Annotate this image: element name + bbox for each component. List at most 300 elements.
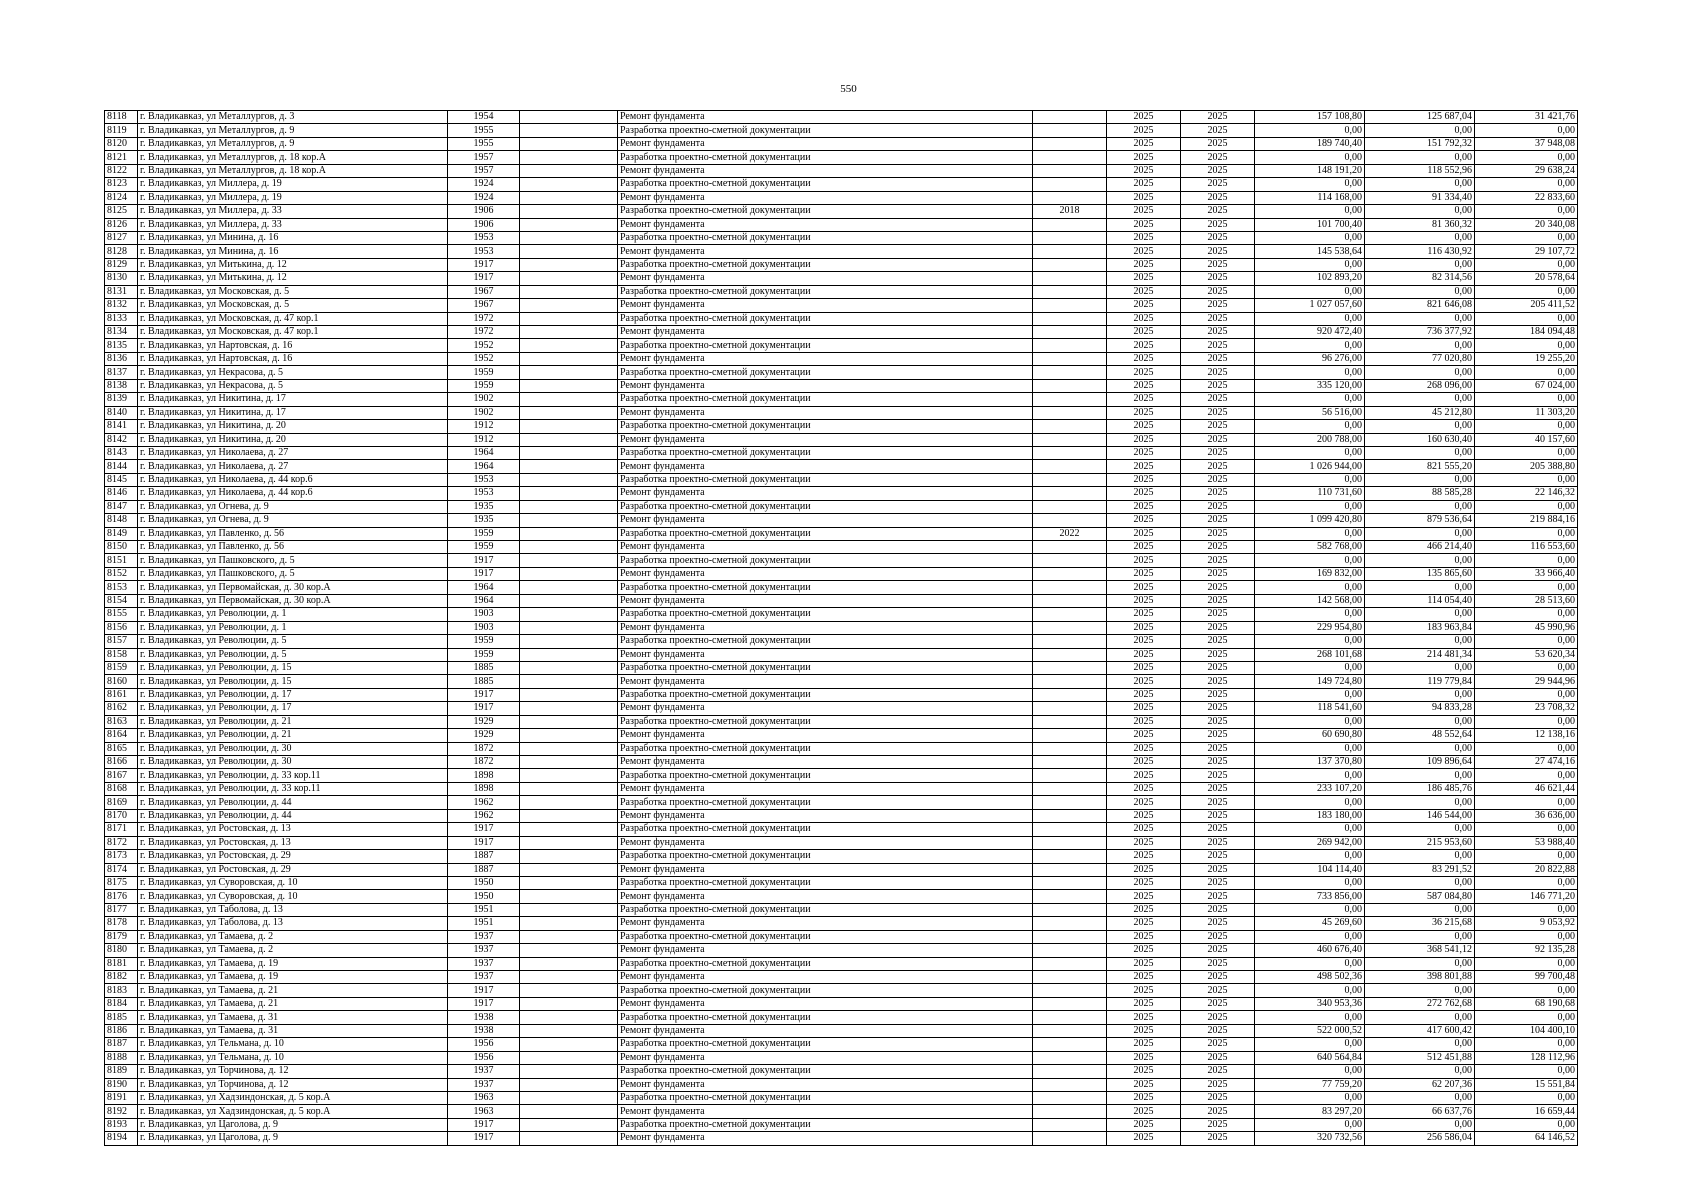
- plan-end-year-cell: 2025: [1181, 594, 1255, 607]
- build-year-cell: 1898: [448, 782, 520, 795]
- address-cell: г. Владикавказ, ул Революции, д. 21: [138, 729, 448, 742]
- address-cell: г. Владикавказ, ул Тамаева, д. 2: [138, 944, 448, 957]
- total-cost-cell: 335 120,00: [1255, 379, 1365, 392]
- build-year-cell: 1924: [448, 178, 520, 191]
- address-cell: г. Владикавказ, ул Тамаева, д. 19: [138, 957, 448, 970]
- work-type-cell: Разработка проектно-сметной документации: [618, 339, 1033, 352]
- plan-end-year-cell: 2025: [1181, 339, 1255, 352]
- row-number-cell: 8170: [105, 809, 138, 822]
- table-row: [105, 379, 1578, 392]
- previous-repair-year-cell: [1033, 1051, 1107, 1064]
- fund-amount-cell: 151 792,32: [1365, 137, 1475, 150]
- total-cost-cell: 183 180,00: [1255, 809, 1365, 822]
- plan-end-year-cell: 2025: [1181, 567, 1255, 580]
- address-cell: г. Владикавказ, ул Революции, д. 17: [138, 702, 448, 715]
- work-type-cell: Разработка проектно-сметной документации: [618, 554, 1033, 567]
- previous-repair-year-cell: [1033, 903, 1107, 916]
- row-number-cell: 8138: [105, 379, 138, 392]
- plan-start-year-cell: 2025: [1107, 930, 1181, 943]
- owner-amount-cell: 40 157,60: [1475, 433, 1578, 446]
- work-type-cell: Разработка проектно-сметной документации: [618, 1065, 1033, 1078]
- plan-start-year-cell: 2025: [1107, 782, 1181, 795]
- owner-amount-cell: 92 135,28: [1475, 944, 1578, 957]
- work-type-cell: Ремонт фундамента: [618, 756, 1033, 769]
- address-cell: г. Владикавказ, ул Ростовская, д. 29: [138, 850, 448, 863]
- row-number-cell: 8127: [105, 231, 138, 244]
- work-type-cell: Разработка проектно-сметной документации: [618, 1011, 1033, 1024]
- previous-repair-year-cell: [1033, 1038, 1107, 1051]
- table-row: [105, 635, 1578, 648]
- plan-end-year-cell: 2025: [1181, 863, 1255, 876]
- plan-start-year-cell: 2025: [1107, 326, 1181, 339]
- fund-amount-cell: 0,00: [1365, 715, 1475, 728]
- work-type-cell: Разработка проектно-сметной документации: [618, 876, 1033, 889]
- row-number-cell: 8187: [105, 1038, 138, 1051]
- empty-cell: [520, 124, 618, 137]
- empty-cell: [520, 218, 618, 231]
- row-number-cell: 8190: [105, 1078, 138, 1091]
- row-number-cell: 8142: [105, 433, 138, 446]
- empty-cell: [520, 1105, 618, 1118]
- empty-cell: [520, 487, 618, 500]
- empty-cell: [520, 621, 618, 634]
- total-cost-cell: 157 108,80: [1255, 111, 1365, 124]
- work-type-cell: Ремонт фундамента: [618, 272, 1033, 285]
- owner-amount-cell: 0,00: [1475, 151, 1578, 164]
- fund-amount-cell: 0,00: [1365, 554, 1475, 567]
- work-type-cell: Разработка проектно-сметной документации: [618, 769, 1033, 782]
- fund-amount-cell: 186 485,76: [1365, 782, 1475, 795]
- plan-end-year-cell: 2025: [1181, 379, 1255, 392]
- address-cell: г. Владикавказ, ул Николаева, д. 44 кор.6: [138, 487, 448, 500]
- fund-amount-cell: 736 377,92: [1365, 326, 1475, 339]
- table-row: [105, 500, 1578, 513]
- plan-end-year-cell: 2025: [1181, 876, 1255, 889]
- table-row: [105, 231, 1578, 244]
- plan-start-year-cell: 2025: [1107, 742, 1181, 755]
- row-number-cell: 8160: [105, 675, 138, 688]
- owner-amount-cell: 219 884,16: [1475, 514, 1578, 527]
- fund-amount-cell: 0,00: [1365, 1091, 1475, 1104]
- build-year-cell: 1902: [448, 393, 520, 406]
- plan-start-year-cell: 2025: [1107, 1065, 1181, 1078]
- previous-repair-year-cell: [1033, 715, 1107, 728]
- previous-repair-year-cell: [1033, 688, 1107, 701]
- total-cost-cell: 1 099 420,80: [1255, 514, 1365, 527]
- previous-repair-year-cell: [1033, 326, 1107, 339]
- fund-amount-cell: 587 084,80: [1365, 890, 1475, 903]
- work-type-cell: Ремонт фундамента: [618, 487, 1033, 500]
- plan-end-year-cell: 2025: [1181, 191, 1255, 204]
- plan-end-year-cell: 2025: [1181, 352, 1255, 365]
- address-cell: г. Владикавказ, ул Цаголова, д. 9: [138, 1132, 448, 1145]
- total-cost-cell: 0,00: [1255, 876, 1365, 889]
- plan-end-year-cell: 2025: [1181, 809, 1255, 822]
- plan-start-year-cell: 2025: [1107, 352, 1181, 365]
- owner-amount-cell: 11 303,20: [1475, 406, 1578, 419]
- address-cell: г. Владикавказ, ул Революции, д. 44: [138, 809, 448, 822]
- empty-cell: [520, 258, 618, 271]
- owner-amount-cell: 0,00: [1475, 285, 1578, 298]
- plan-start-year-cell: 2025: [1107, 554, 1181, 567]
- plan-start-year-cell: 2025: [1107, 769, 1181, 782]
- empty-cell: [520, 594, 618, 607]
- previous-repair-year-cell: [1033, 339, 1107, 352]
- work-type-cell: Ремонт фундамента: [618, 648, 1033, 661]
- plan-end-year-cell: 2025: [1181, 460, 1255, 473]
- plan-start-year-cell: 2025: [1107, 1118, 1181, 1131]
- plan-end-year-cell: 2025: [1181, 1051, 1255, 1064]
- fund-amount-cell: 0,00: [1365, 258, 1475, 271]
- table-row: [105, 702, 1578, 715]
- previous-repair-year-cell: [1033, 111, 1107, 124]
- row-number-cell: 8172: [105, 836, 138, 849]
- fund-amount-cell: 36 215,68: [1365, 917, 1475, 930]
- previous-repair-year-cell: [1033, 742, 1107, 755]
- plan-start-year-cell: 2025: [1107, 648, 1181, 661]
- owner-amount-cell: 29 107,72: [1475, 245, 1578, 258]
- table-row: [105, 420, 1578, 433]
- plan-start-year-cell: 2025: [1107, 191, 1181, 204]
- total-cost-cell: 0,00: [1255, 742, 1365, 755]
- table-row: [105, 1024, 1578, 1037]
- total-cost-cell: 0,00: [1255, 796, 1365, 809]
- table-row: [105, 581, 1578, 594]
- previous-repair-year-cell: [1033, 500, 1107, 513]
- plan-end-year-cell: 2025: [1181, 796, 1255, 809]
- work-type-cell: Ремонт фундамента: [618, 1051, 1033, 1064]
- row-number-cell: 8185: [105, 1011, 138, 1024]
- plan-start-year-cell: 2025: [1107, 971, 1181, 984]
- row-number-cell: 8152: [105, 567, 138, 580]
- table-row: [105, 285, 1578, 298]
- fund-amount-cell: 125 687,04: [1365, 111, 1475, 124]
- owner-amount-cell: 116 553,60: [1475, 541, 1578, 554]
- previous-repair-year-cell: [1033, 514, 1107, 527]
- previous-repair-year-cell: [1033, 823, 1107, 836]
- owner-amount-cell: 0,00: [1475, 420, 1578, 433]
- owner-amount-cell: 0,00: [1475, 661, 1578, 674]
- plan-end-year-cell: 2025: [1181, 903, 1255, 916]
- owner-amount-cell: 0,00: [1475, 1065, 1578, 1078]
- fund-amount-cell: 0,00: [1365, 527, 1475, 540]
- previous-repair-year-cell: [1033, 675, 1107, 688]
- address-cell: г. Владикавказ, ул Металлургов, д. 18 кор.А: [138, 164, 448, 177]
- owner-amount-cell: 0,00: [1475, 688, 1578, 701]
- empty-cell: [520, 997, 618, 1010]
- table-row: [105, 218, 1578, 231]
- owner-amount-cell: 0,00: [1475, 715, 1578, 728]
- previous-repair-year-cell: [1033, 621, 1107, 634]
- table-row: [105, 191, 1578, 204]
- empty-cell: [520, 111, 618, 124]
- plan-end-year-cell: 2025: [1181, 957, 1255, 970]
- plan-end-year-cell: 2025: [1181, 541, 1255, 554]
- address-cell: г. Владикавказ, ул Московская, д. 5: [138, 285, 448, 298]
- previous-repair-year-cell: [1033, 178, 1107, 191]
- table-row: [105, 756, 1578, 769]
- table-row: [105, 608, 1578, 621]
- work-type-cell: Ремонт фундамента: [618, 944, 1033, 957]
- fund-amount-cell: 48 552,64: [1365, 729, 1475, 742]
- plan-end-year-cell: 2025: [1181, 621, 1255, 634]
- table-row: [105, 393, 1578, 406]
- empty-cell: [520, 352, 618, 365]
- previous-repair-year-cell: [1033, 756, 1107, 769]
- build-year-cell: 1957: [448, 164, 520, 177]
- previous-repair-year-cell: [1033, 366, 1107, 379]
- build-year-cell: 1967: [448, 285, 520, 298]
- table-row: [105, 688, 1578, 701]
- owner-amount-cell: 0,00: [1475, 124, 1578, 137]
- owner-amount-cell: 0,00: [1475, 608, 1578, 621]
- table-row: [105, 742, 1578, 755]
- total-cost-cell: 0,00: [1255, 1091, 1365, 1104]
- plan-end-year-cell: 2025: [1181, 635, 1255, 648]
- owner-amount-cell: 12 138,16: [1475, 729, 1578, 742]
- plan-start-year-cell: 2025: [1107, 675, 1181, 688]
- previous-repair-year-cell: [1033, 460, 1107, 473]
- empty-cell: [520, 178, 618, 191]
- work-type-cell: Ремонт фундамента: [618, 541, 1033, 554]
- previous-repair-year-cell: [1033, 836, 1107, 849]
- address-cell: г. Владикавказ, ул Металлургов, д. 9: [138, 124, 448, 137]
- previous-repair-year-cell: [1033, 218, 1107, 231]
- address-cell: г. Владикавказ, ул Первомайская, д. 30 кор.А: [138, 581, 448, 594]
- row-number-cell: 8149: [105, 527, 138, 540]
- plan-start-year-cell: 2025: [1107, 1132, 1181, 1145]
- row-number-cell: 8171: [105, 823, 138, 836]
- previous-repair-year-cell: [1033, 1024, 1107, 1037]
- previous-repair-year-cell: [1033, 850, 1107, 863]
- empty-cell: [520, 809, 618, 822]
- row-number-cell: 8192: [105, 1105, 138, 1118]
- previous-repair-year-cell: 2022: [1033, 527, 1107, 540]
- row-number-cell: 8139: [105, 393, 138, 406]
- empty-cell: [520, 756, 618, 769]
- build-year-cell: 1937: [448, 930, 520, 943]
- table-row: [105, 111, 1578, 124]
- owner-amount-cell: 23 708,32: [1475, 702, 1578, 715]
- plan-start-year-cell: 2025: [1107, 151, 1181, 164]
- fund-amount-cell: 0,00: [1365, 957, 1475, 970]
- plan-end-year-cell: 2025: [1181, 608, 1255, 621]
- address-cell: г. Владикавказ, ул Огнева, д. 9: [138, 500, 448, 513]
- previous-repair-year-cell: [1033, 876, 1107, 889]
- build-year-cell: 1898: [448, 769, 520, 782]
- build-year-cell: 1917: [448, 997, 520, 1010]
- empty-cell: [520, 379, 618, 392]
- table-row: [105, 272, 1578, 285]
- row-number-cell: 8150: [105, 541, 138, 554]
- total-cost-cell: 0,00: [1255, 366, 1365, 379]
- owner-amount-cell: 0,00: [1475, 258, 1578, 271]
- empty-cell: [520, 836, 618, 849]
- empty-cell: [520, 581, 618, 594]
- row-number-cell: 8169: [105, 796, 138, 809]
- owner-amount-cell: 9 053,92: [1475, 917, 1578, 930]
- owner-amount-cell: 205 388,80: [1475, 460, 1578, 473]
- fund-amount-cell: 91 334,40: [1365, 191, 1475, 204]
- address-cell: г. Владикавказ, ул Миллера, д. 33: [138, 205, 448, 218]
- plan-end-year-cell: 2025: [1181, 406, 1255, 419]
- owner-amount-cell: 205 411,52: [1475, 299, 1578, 312]
- row-number-cell: 8176: [105, 890, 138, 903]
- fund-amount-cell: 0,00: [1365, 903, 1475, 916]
- table-row: [105, 930, 1578, 943]
- plan-start-year-cell: 2025: [1107, 850, 1181, 863]
- table-row: [105, 796, 1578, 809]
- work-type-cell: Разработка проектно-сметной документации: [618, 742, 1033, 755]
- total-cost-cell: 229 954,80: [1255, 621, 1365, 634]
- row-number-cell: 8122: [105, 164, 138, 177]
- build-year-cell: 1952: [448, 352, 520, 365]
- plan-start-year-cell: 2025: [1107, 272, 1181, 285]
- owner-amount-cell: 16 659,44: [1475, 1105, 1578, 1118]
- plan-start-year-cell: 2025: [1107, 997, 1181, 1010]
- previous-repair-year-cell: [1033, 984, 1107, 997]
- build-year-cell: 1972: [448, 312, 520, 325]
- row-number-cell: 8131: [105, 285, 138, 298]
- address-cell: г. Владикавказ, ул Ростовская, д. 13: [138, 823, 448, 836]
- table-row: [105, 460, 1578, 473]
- work-type-cell: Разработка проектно-сметной документации: [618, 984, 1033, 997]
- previous-repair-year-cell: [1033, 1065, 1107, 1078]
- empty-cell: [520, 164, 618, 177]
- owner-amount-cell: 99 700,48: [1475, 971, 1578, 984]
- table-row: [105, 769, 1578, 782]
- total-cost-cell: 83 297,20: [1255, 1105, 1365, 1118]
- fund-amount-cell: 94 833,28: [1365, 702, 1475, 715]
- previous-repair-year-cell: [1033, 957, 1107, 970]
- plan-end-year-cell: 2025: [1181, 890, 1255, 903]
- build-year-cell: 1955: [448, 124, 520, 137]
- work-type-cell: Ремонт фундамента: [618, 218, 1033, 231]
- row-number-cell: 8163: [105, 715, 138, 728]
- table-row: [105, 661, 1578, 674]
- row-number-cell: 8175: [105, 876, 138, 889]
- address-cell: г. Владикавказ, ул Пашковского, д. 5: [138, 554, 448, 567]
- table-row: [105, 487, 1578, 500]
- owner-amount-cell: 15 551,84: [1475, 1078, 1578, 1091]
- row-number-cell: 8144: [105, 460, 138, 473]
- work-type-cell: Разработка проектно-сметной документации: [618, 258, 1033, 271]
- total-cost-cell: 0,00: [1255, 1118, 1365, 1131]
- work-type-cell: Разработка проектно-сметной документации: [618, 527, 1033, 540]
- work-type-cell: Разработка проектно-сметной документации: [618, 661, 1033, 674]
- build-year-cell: 1912: [448, 433, 520, 446]
- work-type-cell: Разработка проектно-сметной документации: [618, 500, 1033, 513]
- work-type-cell: Разработка проектно-сметной документации: [618, 1038, 1033, 1051]
- plan-end-year-cell: 2025: [1181, 850, 1255, 863]
- plan-start-year-cell: 2025: [1107, 903, 1181, 916]
- work-type-cell: Разработка проектно-сметной документации: [618, 1091, 1033, 1104]
- empty-cell: [520, 191, 618, 204]
- previous-repair-year-cell: [1033, 124, 1107, 137]
- build-year-cell: 1938: [448, 1011, 520, 1024]
- plan-end-year-cell: 2025: [1181, 1078, 1255, 1091]
- plan-start-year-cell: 2025: [1107, 890, 1181, 903]
- table-row: [105, 541, 1578, 554]
- fund-amount-cell: 135 865,60: [1365, 567, 1475, 580]
- plan-end-year-cell: 2025: [1181, 944, 1255, 957]
- total-cost-cell: 148 191,20: [1255, 164, 1365, 177]
- address-cell: г. Владикавказ, ул Революции, д. 1: [138, 608, 448, 621]
- total-cost-cell: 200 788,00: [1255, 433, 1365, 446]
- owner-amount-cell: 19 255,20: [1475, 352, 1578, 365]
- fund-amount-cell: 0,00: [1365, 500, 1475, 513]
- owner-amount-cell: 0,00: [1475, 796, 1578, 809]
- table-row: [105, 1038, 1578, 1051]
- total-cost-cell: 0,00: [1255, 500, 1365, 513]
- owner-amount-cell: 184 094,48: [1475, 326, 1578, 339]
- row-number-cell: 8165: [105, 742, 138, 755]
- owner-amount-cell: 0,00: [1475, 473, 1578, 486]
- table-row: [105, 621, 1578, 634]
- total-cost-cell: 0,00: [1255, 957, 1365, 970]
- plan-end-year-cell: 2025: [1181, 1065, 1255, 1078]
- empty-cell: [520, 285, 618, 298]
- empty-cell: [520, 957, 618, 970]
- plan-end-year-cell: 2025: [1181, 715, 1255, 728]
- plan-start-year-cell: 2025: [1107, 379, 1181, 392]
- fund-amount-cell: 0,00: [1365, 446, 1475, 459]
- fund-amount-cell: 114 054,40: [1365, 594, 1475, 607]
- plan-end-year-cell: 2025: [1181, 782, 1255, 795]
- row-number-cell: 8141: [105, 420, 138, 433]
- work-type-cell: Разработка проектно-сметной документации: [618, 930, 1033, 943]
- empty-cell: [520, 1132, 618, 1145]
- table-row: [105, 863, 1578, 876]
- owner-amount-cell: 0,00: [1475, 366, 1578, 379]
- address-cell: г. Владикавказ, ул Революции, д. 1: [138, 621, 448, 634]
- plan-start-year-cell: 2025: [1107, 500, 1181, 513]
- table-row: [105, 823, 1578, 836]
- table-row: [105, 1132, 1578, 1145]
- total-cost-cell: 0,00: [1255, 312, 1365, 325]
- plan-start-year-cell: 2025: [1107, 608, 1181, 621]
- address-cell: г. Владикавказ, ул Митькина, д. 12: [138, 272, 448, 285]
- address-cell: г. Владикавказ, ул Революции, д. 30: [138, 742, 448, 755]
- plan-start-year-cell: 2025: [1107, 729, 1181, 742]
- previous-repair-year-cell: [1033, 809, 1107, 822]
- work-type-cell: Ремонт фундамента: [618, 890, 1033, 903]
- fund-amount-cell: 62 207,36: [1365, 1078, 1475, 1091]
- empty-cell: [520, 1065, 618, 1078]
- plan-start-year-cell: 2025: [1107, 137, 1181, 150]
- owner-amount-cell: 28 513,60: [1475, 594, 1578, 607]
- plan-start-year-cell: 2025: [1107, 756, 1181, 769]
- plan-end-year-cell: 2025: [1181, 527, 1255, 540]
- row-number-cell: 8124: [105, 191, 138, 204]
- row-number-cell: 8126: [105, 218, 138, 231]
- table-row: [105, 675, 1578, 688]
- empty-cell: [520, 715, 618, 728]
- row-number-cell: 8143: [105, 446, 138, 459]
- previous-repair-year-cell: [1033, 164, 1107, 177]
- empty-cell: [520, 876, 618, 889]
- build-year-cell: 1937: [448, 957, 520, 970]
- empty-cell: [520, 903, 618, 916]
- plan-start-year-cell: 2025: [1107, 527, 1181, 540]
- owner-amount-cell: 0,00: [1475, 393, 1578, 406]
- table-row: [105, 1011, 1578, 1024]
- address-cell: г. Владикавказ, ул Торчинова, д. 12: [138, 1065, 448, 1078]
- build-year-cell: 1959: [448, 648, 520, 661]
- previous-repair-year-cell: [1033, 782, 1107, 795]
- address-cell: г. Владикавказ, ул Николаева, д. 44 кор.6: [138, 473, 448, 486]
- build-year-cell: 1950: [448, 876, 520, 889]
